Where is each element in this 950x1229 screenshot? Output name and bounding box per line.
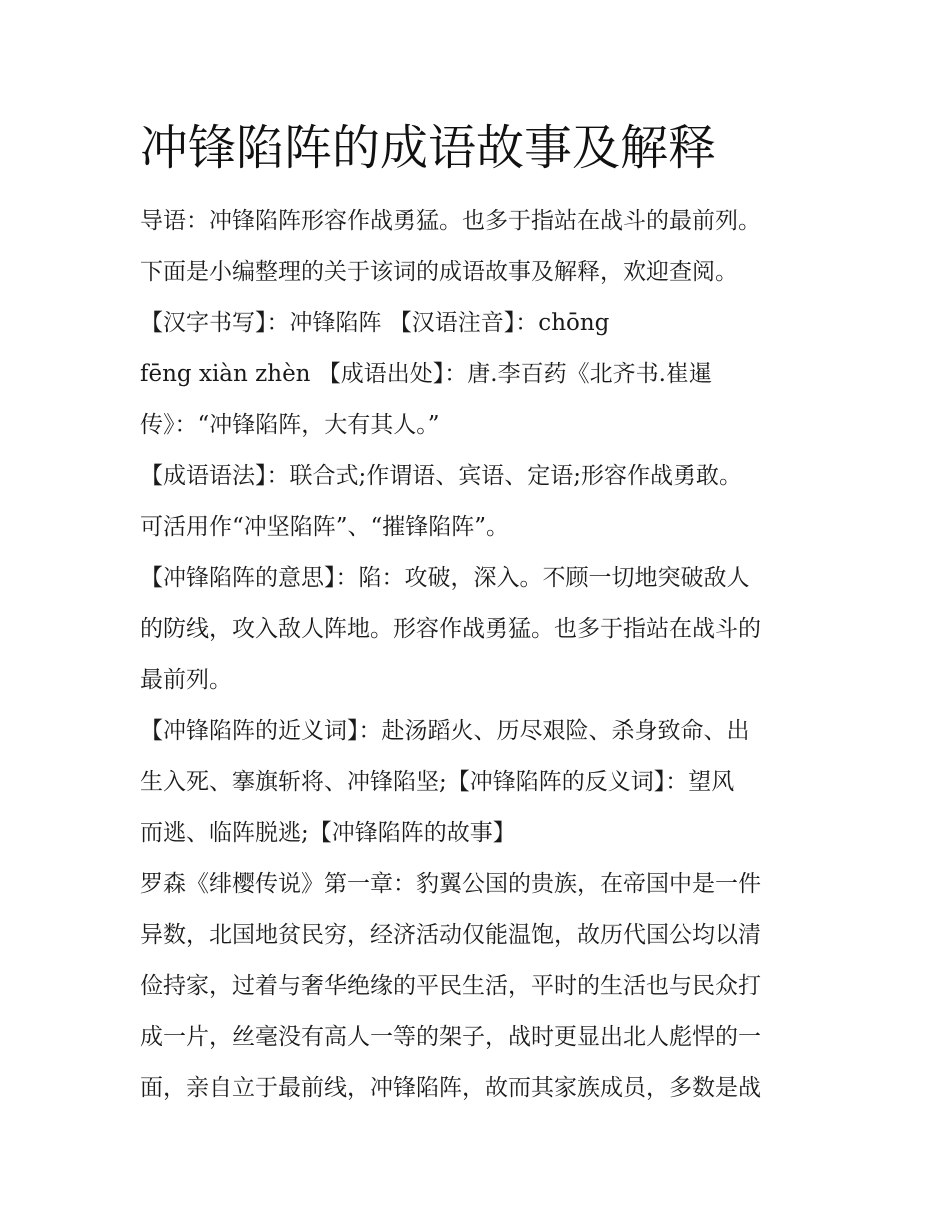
body-line: 下面是小编整理的关于该词的成语故事及解释，欢迎查阅。 [140, 259, 738, 285]
body-line: 而逃、临阵脱逃;【冲锋陷阵的故事】 [140, 820, 516, 846]
body-line: 异数，北国地贫民穷，经济活动仅能温饱，故历代国公均以清 [140, 922, 761, 948]
body-line: 最前列。 [140, 667, 232, 693]
body-line: 成一片，丝毫没有高人一等的架子，战时更显出北人彪悍的一 [140, 1024, 761, 1050]
body-line: 【冲锋陷阵的近义词】：赴汤蹈火、历尽艰险、杀身致命、出 [140, 718, 750, 744]
body-line: 生入死、搴旗斩将、冲锋陷坚;【冲锋陷阵的反义词】：望风 [140, 769, 735, 795]
body-line: 【汉字书写】：冲锋陷阵 【汉语注音】：chōng [140, 310, 610, 336]
body-line: 俭持家，过着与奢华绝缘的平民生活，平时的生活也与民众打 [140, 973, 761, 999]
body-line: fēng xiàn zhèn 【成语出处】：唐.李百药《北齐书.崔暹 [140, 361, 712, 387]
body-line: 的防线，攻入敌人阵地。形容作战勇猛。也多于指站在战斗的 [140, 616, 761, 642]
body-line: 可活用作“冲坚陷阵”、“摧锋陷阵”。 [140, 514, 510, 540]
body-line: 【冲锋陷阵的意思】：陷：攻破，深入。不顾一切地突破敌人 [140, 565, 750, 591]
body-line: 传》：“冲锋陷阵，大有其人。” [140, 412, 440, 438]
body-line: 【成语语法】：联合式;作谓语、宾语、定语;形容作战勇敢。 [140, 463, 742, 489]
document-title: 冲锋陷阵的成语故事及解释 [140, 120, 717, 176]
body-line: 面，亲自立于最前线，冲锋陷阵，故而其家族成员，多数是战 [140, 1075, 761, 1101]
body-line: 罗森《绯樱传说》第一章：豹翼公国的贵族，在帝国中是一件 [140, 871, 761, 897]
body-line: 导语：冲锋陷阵形容作战勇猛。也多于指站在战斗的最前列。 [140, 208, 761, 234]
